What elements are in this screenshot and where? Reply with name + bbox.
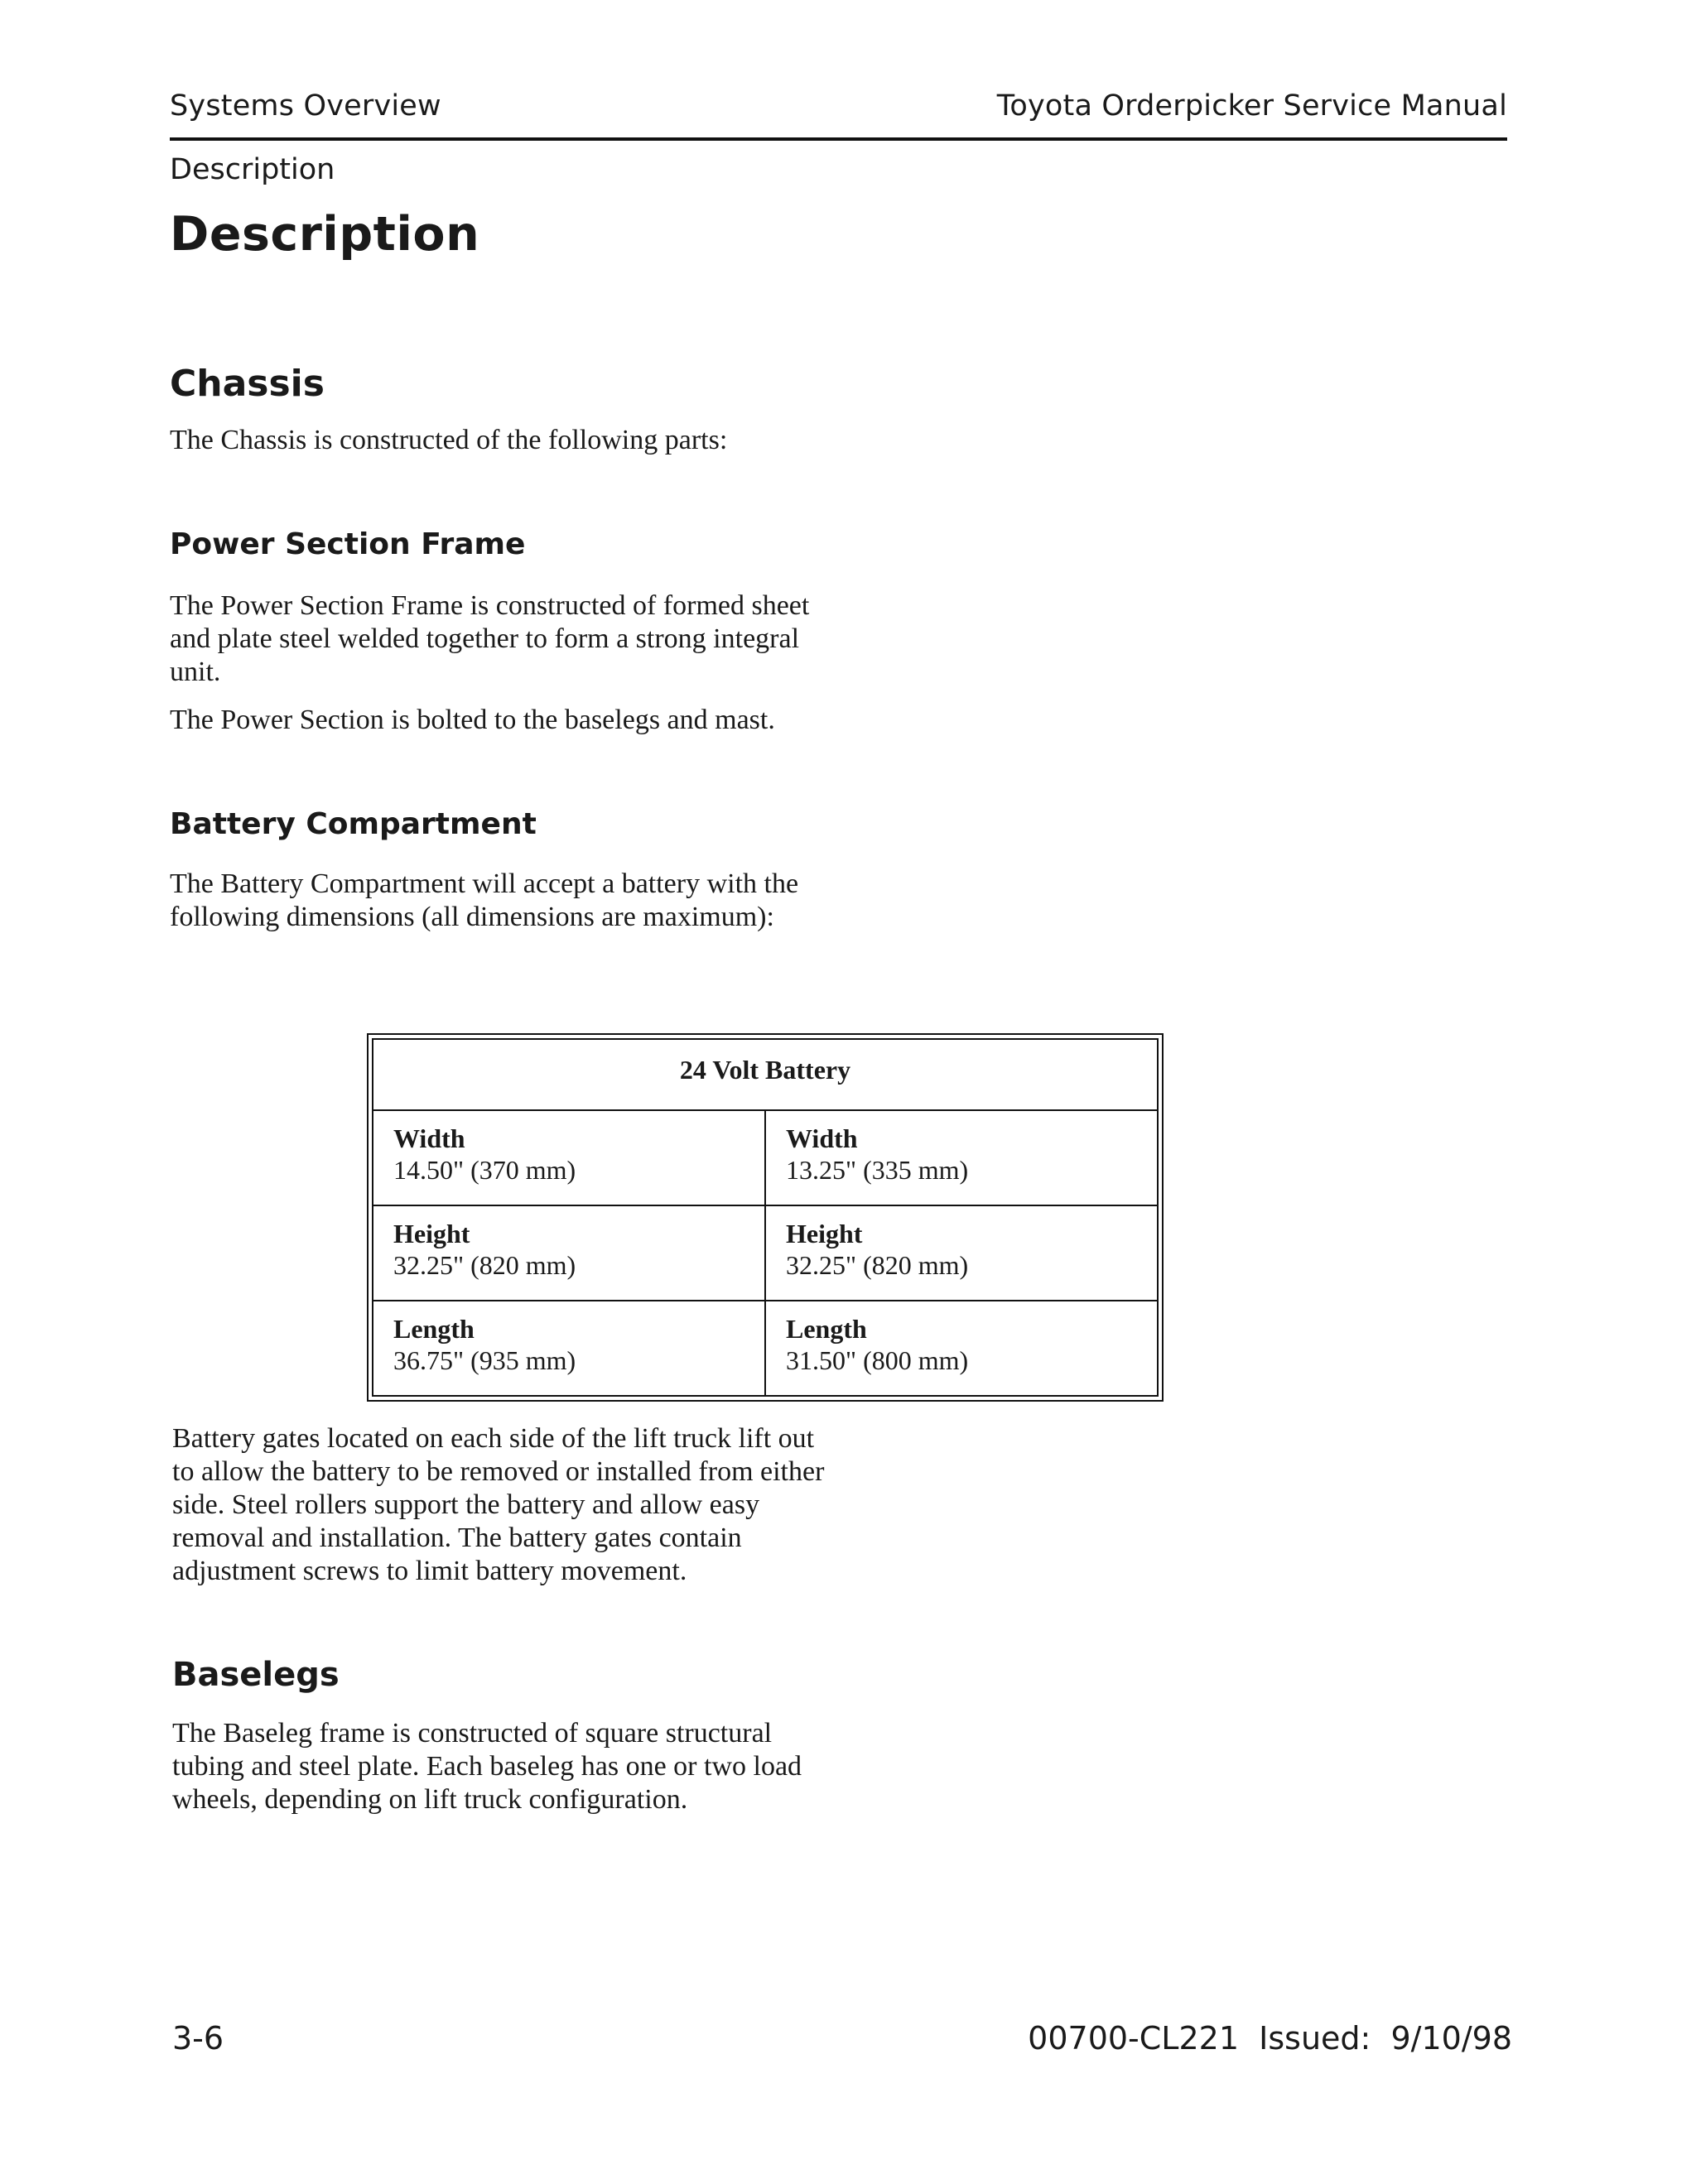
table-row	[373, 1110, 1158, 1205]
battery-dimensions-table	[367, 1033, 1164, 1402]
power-section-para-1: The Power Section Frame is constructed of formed sheet and plate steel welded together to form a strong integral unit.	[170, 590, 810, 687]
cell-label: Width	[786, 1123, 858, 1153]
cell-value: 31.50" (800 mm)	[786, 1345, 969, 1375]
battery-compartment-intro: The Battery Compartment will accept a battery with the following dimensions (all dimensions are maximum):	[170, 868, 799, 932]
header-section-name: Systems Overview	[170, 89, 441, 123]
cell-label: Height	[393, 1219, 470, 1248]
table-cell	[765, 1205, 1158, 1301]
chassis-heading: Chassis	[170, 363, 325, 405]
table-cell	[765, 1110, 1158, 1205]
table-row	[373, 1301, 1158, 1396]
power-section-para-2: The Power Section is bolted to the baselegs and mast.	[170, 705, 775, 735]
page-number: 3-6	[172, 2020, 224, 2057]
baselegs-para: The Baseleg frame is constructed of square structural tubing and steel plate. Each baseleg has one or two load wheels, depending on lift truck configuration.	[172, 1718, 802, 1815]
cell-value: 32.25" (820 mm)	[393, 1250, 576, 1280]
cell-value: 13.25" (335 mm)	[786, 1155, 969, 1185]
table-header: 24 Volt Battery	[373, 1039, 1158, 1110]
cell-label: Length	[393, 1314, 475, 1344]
table-row	[373, 1205, 1158, 1301]
cell-label: Length	[786, 1314, 867, 1344]
cell-value: 32.25" (820 mm)	[786, 1250, 969, 1280]
baselegs-heading: Baselegs	[172, 1656, 340, 1694]
header-divider	[170, 137, 1507, 141]
document-issue-info: 00700-CL221 Issued: 9/10/98	[1028, 2020, 1512, 2057]
battery-gates-para: Battery gates located on each side of the lift truck lift out to allow the battery to be removed or installed from either side. Steel rollers support the battery and allow easy removal and installation. The battery gates contain adjustment screws to limit battery movement.	[172, 1423, 825, 1586]
table-cell	[373, 1110, 765, 1205]
table-cell	[373, 1205, 765, 1301]
chassis-intro: The Chassis is constructed of the following parts:	[170, 425, 728, 455]
page-title: Description	[170, 207, 480, 262]
cell-value: 14.50" (370 mm)	[393, 1155, 576, 1185]
header-manual-title: Toyota Orderpicker Service Manual	[996, 89, 1507, 123]
cell-value: 36.75" (935 mm)	[393, 1345, 576, 1375]
battery-compartment-heading: Battery Compartment	[170, 807, 537, 841]
table-cell	[765, 1301, 1158, 1396]
power-section-heading: Power Section Frame	[170, 527, 526, 561]
cell-label: Width	[393, 1123, 465, 1153]
table-cell	[373, 1301, 765, 1396]
breadcrumb: Description	[170, 153, 335, 186]
cell-label: Height	[786, 1219, 863, 1248]
